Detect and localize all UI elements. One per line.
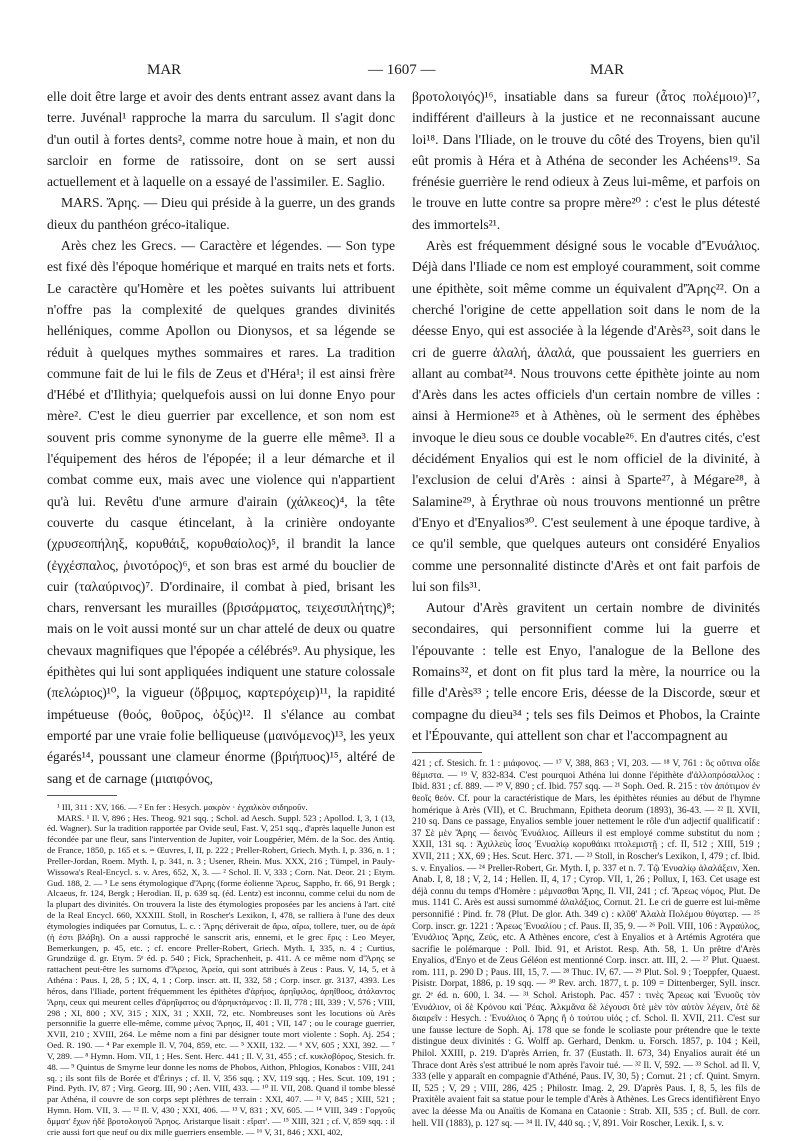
footnote: MARS. ¹ Il. V, 896 ; Hes. Theog. 921 sqq. ; Schol. ad Aesch. Suppl. 523 ; Apollod. I, 3, 1 (13, éd. Wagner). Sur la tradition rapportée par Ovide seul, Fast. V, 251 sqq., d'après laquelle Junon est fécondée par une fleur, sans l'intervention de Jupiter, voir Lougpérier, Mém. de la Soc. des Antiq. de France, 1850, p. 165 et s. = Œuvres, I, II, p. 222 ; Preller-Robert, Griech. Myth. I, p. 336, n. 1 ; Preller-Jordan, Roem. Myth. I, p. 341, n. 3 ; Usener, Rhein. Mus. XXX, 216 ; Tümpel, in Pauly-Wissowa's Real-Encycl. s. v. Ares, 652, X, 3. — ² Schol. Il. V, 333 ; Corn. Nat. Deor. 21 ; Etym. Gud. 188, 2. — ³ Le sens étymologique d'Ἄρης (forme éolienne Ἄρευς, Sappho, fr. 66, 91 Bergk ; Alcaeus, fr. 124, Bergk ; Herodian. II, p. 639 sq. (éd. Lentz) est inconnu, comme celui du nom de la plupart des divinités. On trouvera la liste des étymologies proposées par les anciens à l'art. cité de la Real Encycl. 660, XXXIII. Stoll, in Roscher's Lexikon, I, 478, se ralliera à l'une des deux étymologies indiquées par Cornutus, L. c. : Ἄρης dériverait de ἄρω, αἴρω, tollere, tuer, ou de ἀρά (ἡ ἐστι βλάβη). On a aussi rapproché le sanscrit aris, ennemi, et le grec ἔρις : Leo Meyer, Bemerkungen, p. 45, etc. ; cf. encore Preller-Robert, Griech. Myth. I, 335, n. 4 ; Curtius, Grundzüge d. gr. Etym. 5ᵉ éd. p. 540 ; Fick, Sprachenheit, p. 411. A ce même nom d'Ἄρης se rattachent peut-être les surnoms d'Ἄρειος, Ἀρεία, qui sont attribués à Zeus : Paus. V, 14, 5, et à Athéna : Paus. I, 28, 5 ; IX, 4, 1 ; Corp. inscr. att. II, 332, 58 ; Corp. inscr. gr. 3137, 4393. Les héros, dans l'Iliade, portent fréquemment les épithètes d'ἀρήιος, ἀρηΐφιλος, ἀρηΐθοος, ἀτάλαντος Ἄρηι, ceux qui meurent celles d'ἀρηΐφατος ou d'ἀρηικτάμενος : Il. II, 778 ; III, 339 ; V, 576 ; VIII, 298 ; XI, 800 ; XV, 315 ; XIX, 31 ; XXII, 72, etc. Nombreuses sont les locutions où Arès personnifie la guerre elle-même, comme μένος Ἄρηος, II, 401 ; VII, 147 ; ou le courage guerrier, XVII, 210 ; XVIII, 264. Le même nom a fini par désigner toute mort violente : Soph. Aj. 254 ; Oed. R. 190. — ⁴ Par exemple Il. V, 704, 859, etc. — ⁵ XXII, 132. — ⁶ XV, 605 ; XXI, 392. — ⁷ V, 289. — ⁸ Hymn. Hom. VII, 1 ; Hes. Sent. Herc. 441 ; Il. V, 31, 455 ; cf. κυκλοβόρος, Stesich. fr. 48. — ⁹ Quintus de Smyrne leur donne les noms de Phobos, Aithon, Phlogios, Konabos : VIII, 241 sq. ; ils sont fils de Borée et d'Érinys ; cf. Il. V, 356 sqq. ; XV, 119 sqq. ; Hes. Scut. 109, 191 ; Pind. Pyth. IV, 87 ; Virg. Georg. III, 90 ; Aen. VIII, 433. — ¹⁰ Il. VII, 208. Quand il tombe blessé par Athéna, il couvre de son corps sept plèthres de terrain : XXI, 407. — ¹¹ V, 845 ; XIII, 521 ; Hymn. Hom. VII, 3. — ¹² Il. V, 430 ; XXI, 406. — ¹³ V, 831 ; XV, 605. — ¹⁴ VIII, 349 : Γοργοῦς ὄμματ' ἔχων ἠδὲ βροτολοιγοῦ Ἄρηος. Aristarque lisait : εἴρατ'. — ¹⁵ XIII, 321 ; cf. V, 859 sqq. : il crie aussi fort que neuf ou dix mille guerriers ensemble. — ¹⁶ V, 31, 846 ; XXI, 402, [47,812,395,1137]
paragraph: Arès est fréquemment désigné sous le vocable d'Ἐνυάλιος. Déjà dans l'Iliade ce nom est employé couramment, soit comme une épithète, soit même comme un équivalent d'Ἄρης²². On a cherché l'origine de cette appellation soit dans le nom de la déesse Enyo, qui est associée à la légende d'Arès²³, soit dans le cri de guerre ἀλαλή, ἀλαλά, que poussaient les guerriers en allant au combat²⁴. Nous trouvons cette épithète jointe au nom d'Arès dans les actes officiels d'un certain nombre de villes : ainsi à Hermione²⁵ et à Athènes, où le serment des éphèbes invoque le dieu sous ce double vocable²⁶. En d'autres cités, c'est décidément Enyalios qui est le nom officiel de la divinité, à l'exclusion de celui d'Arès : ainsi à Sparte²⁷, à Mégare²⁸, à Salamine²⁹, à Érythrae où nous trouvons mentionné un prêtre d'Enyo et d'Enyalios³⁰. C'est seulement à une époque tardive, à ce qu'il semble, que quelques auteurs ont considéré Enyalios comme une personnalité distincte d'Arès et ont fait parfois de lui son fils³¹. [412,238,760,594]
footnote: ¹ III, 311 : XV, 166. — ² En fer : Hesych. μακρὸν · ἐγχαλκὸν σιδηροῦν. [57,801,308,812]
header-right-title: MAR [590,62,625,78]
left-column [47,86,395,1141]
right-column [412,86,760,1141]
left-body-text [47,86,395,789]
page-number: — 1607 — [368,62,436,78]
right-footnotes [412,759,760,1130]
paragraph: Arès chez les Grecs. — Caractère et légendes. — Son type est fixé dès l'époque homérique et marqué en traits nets et forts. Le caractère qu'Homère et les poètes suivants lui attribuent n'offre pas la complexité de quelques grandes divinités helléniques, comme Apollon ou Dionysos, et sa légende se réduit à quelques mythes sommaires et rares. La tradition commune fait de lui le fils de Zeus et d'Héra¹; il est ainsi frère d'Hébé et d'Ilithyia; quelquefois aussi on lui donne Enyo pour mère². C'est le dieu guerrier par excellence, et son nom est souvent pris comme synonyme de la guerre elle même³. Il a l'équipement des héros de l'épopée; il a leur démarche et il combat comme eux, mais avec une violence qui n'appartient qu'à lui. Revêtu d'une armure d'airain (χάλκεος)⁴, la tête couverte du casque étincelant, à la crinière ondoyante (χρυσεοπήληξ, κορυθάιξ, κορυθαίολος)⁵, il brandit la lance (ἐγχέσπαλος, ῥινοτόρος)⁶, et son bras est armé du bouclier de cuir (ταλαύρινος)⁷. D'ordinaire, il combat à pied, brisant les chars, renversant les murailles (βρισάρματος, τειχεσιπλήτης)⁸; mais on le voit aussi monté sur un char attelé de deux ou quatre chevaux magnifiques que l'épopée a célébrés⁹. Au physique, les épithètes qui lui sont appliquées indiquent une stature colossale (πελώριος)¹⁰, la vigueur (ὄβριμος, καρτερόχειρ)¹¹, la rapidité impétueuse (θοός, θοῦρος, ὀξύς)¹². Il s'élance au combat emporté par une vraie folie belliqueuse (μαινόμενος)¹³, les yeux égarés¹⁴, poussant une clameur énorme (βριήπυος)¹⁵, altéré de sang et de carnage (μιαιφόνος, [47,238,395,786]
paragraph: elle doit être large et avoir des dents entrant assez avant dans la terre. Juvénal¹ rapproche la marra du sarculum. Il s'agit donc d'un outil à fortes dents², comme notre houe à main, et non du sarcloir en forme de ratissoire, dont on se sert aussi actuellement et à laquelle on a essayé de l'assimiler. E. Saglio. [47,89,395,190]
right-body-text [412,86,760,746]
left-footnotes [47,802,395,1138]
paragraph: MARS. Ἄρης. — Dieu qui préside à la guerre, un des grands dieux du panthéon gréco-italique. [47,195,395,232]
paragraph: Autour d'Arès gravitent un certain nombre de divinités secondaires, qui personnifient comme lui la guerre et l'épouvante : telle est Enyo, l'analogue de la Bellone des Romains³², et dont on fit plus tard la mère, la nourrice ou la fille d'Arès³³ ; telle encore Eris, déesse de la Discorde, sœur et compagne du dieu³⁴ ; tels ses fils Deimos et Phobos, la Crainte et l'Épouvante, qui attellent son char et l'accompagnent au [412,600,760,743]
footnote-separator [47,795,117,796]
footnote: 421 ; cf. Stesich. fr. 1 : μιάφονος. — ¹⁷ V, 388, 863 ; VI, 203. — ¹⁸ V, 761 : ὃς οὔτινα οἶδε θέμιστα. — ¹⁹ V, 832-834. C'est pourquoi Athéna lui donne l'épithète d'ἀλλοπρόσαλλος : Ibid. 831 ; cf. 889. — ²⁰ V, 890 ; cf. Ibid. 757 sqq. — ²¹ Soph. Oed. R. 215 : τὸν ἀπότιμον ἐν θεοῖς θεόν. Cf. pour la caractéristique de Mars, les épithètes réunies au début de l'hymne homérique à Arès (VII), et C. Bruchmann, Epitheta deorum (1893), 36-43. — ²² Il. XVII, 210 sq. Dans ce passage, Enyalios semble jouer nettement le rôle d'un adjectif qualificatif : 37 Σὲ μὲν Ἄρης — δεινὸς Ἐνυάλιος. Ailleurs il est employé comme substitut du nom ; XXII, 131 sq. : Ἀχιλλεὺς ἶσος Ἐνυαλίῳ κορυθάικι πτολεμιστῇ ; cf. II, 512 ; XIII, 519 ; XVII, 211 ; XX, 69 ; Hes. Scut. Herc. 371. — ²³ Stoll, in Roscher's Lexikon, I, 479 ; cf. Ibid. s. v. Enyalios. — ²⁴ Preller-Robert, Gr. Myth. I, p. 337 et n. 7. Τῷ Ἐνυαλίῳ ἀλαλάξειν, Xen. Anab. I, 8, 18 ; V, 2, 14 ; Hellen. II, 4, 17 ; Cyrop. VII, 1, 26 ; Pollux, I, 163. Cet usage est déjà connu du temps d'Homère : μέμνασθαι Ἄρης, Il. VII, 241 ; cf. Ἄρεως νόμος, Plut. De mus. 1141 C. Arès est aussi surnommé ἀλαλάξιος, Cornut. 21. Le cri de guerre est lui-même personnifié : Pind. fr. 78 (Plut. De glor. Ath. 349 c) : κλῦθ' Ἀλαλὰ Πολέμου θύγατερ. — ²⁵ Corp. inscr. gr. 1221 : Ἄρεως Ἐνυαλίου ; cf. Paus. II, 35, 9. — ²⁶ Poll. VIII, 106 : Ἀγραύλος, Ἐνυάλιος Ἄρης, Ζεύς, etc. A Athènes encore, c'est à Enyalios et à Artémis Agrotéra que sacrifie le polémarque : Poll. Ibid. 91, et Aristot. Resp. Ath. 58, 1. Un prêtre d'Arès Enyalios, d'Enyo et de Zeus Géléon est mentionné Corp. inscr. att. III, 2. — ²⁷ Plut. Quaest. rom. 111, p. 290 D ; Paus. III, 15, 7. — ²⁸ Thuc. IV, 67. — ²⁹ Plut. Sol. 9 ; Toeppfer, Quaest. Pisistr. Dorpat, 1886, p. 19 sqq. — ³⁰ Rev. arch. 1877, t. p. 109 = Dittenberger, Syll. inscr. gr. 2ᵉ éd. n. 600, l. 34. — ³¹ Schol. Aristoph. Pac. 457 : τινὲς Ἄρεως καὶ Ἐνυοῦς τὸν Ἐνυάλιον, οἱ δὲ Κρόνου καὶ Ῥέας. Ἀλκμᾶνα δὲ λέγουσι ὅτὲ μὲν τὸν αὐτὸν λέγειν, ὅτὲ δὲ διαιρεῖν : Hesych. : Ἐνυάλιος ὁ Ἄρης ἢ ὁ τούτου υἱός ; cf. Schol. Il. XVII, 211. C'est sur une fausse lecture de Soph. Aj. 178 que se fonde le scoliaste pour prétendre que le texte distingue deux divinités : G. Wolff ap. Gerhard, Denkm. u. Forsch. 1857, p. 104 ; Keil, Philol. XXIII, p. 219. D'après Arrien, fr. 37 (Eustath. Il. 673, 34) Enyalios aurait été un Thrace dont Arès s'est attribué le nom après l'avoir tué. — ³² Il. V, 592. — ³³ Schol. ad Il. V, 333 (elle y apparaît en compagnie d'Athéné, Paus. IV, 30, 5) ; Cornut. 21 ; cf. Quint. Smyrn. II, 525 ; V, 29 ; VIII, 286, 425 ; Philostr. Imag. 2, 29. D'après Paus. I, 8, 5, les fils de Praxitèle avaient fait sa statue pour le temple d'Arès à Athènes. Les Grecs identifièrent Enyo avec la déesse Ma ou Anaïtis de Komana en Cataonie : Strab. XII, 535 ; cf. Bull. de corr. hell. VII (1883), p. 127 sq. — ³⁴ Il. IV, 440 sq. ; V, 891. Voir Roscher, Lexik. I, s. v. [412,759,760,1129]
footnote-separator [412,752,482,753]
paragraph: βροτολοιγός)¹⁶, insatiable dans sa fureur (ἆτος πολέμοιο)¹⁷, indifférent d'ailleurs à la justice et ne reconnaissant aucune loi¹⁸. Dans l'Iliade, on le trouve du côté des Troyens, bien qu'il eût promis à Héra et à Athéna de seconder les Achéens¹⁹. Sa frénésie guerrière le rend odieux à Zeus lui-même, et parfois on le trouve en lutte contre sa propre mère²⁰ : c'est le plus détesté des immortels²¹. [412,89,760,232]
page-header [0,62,800,84]
header-left-title: MAR [147,62,182,78]
